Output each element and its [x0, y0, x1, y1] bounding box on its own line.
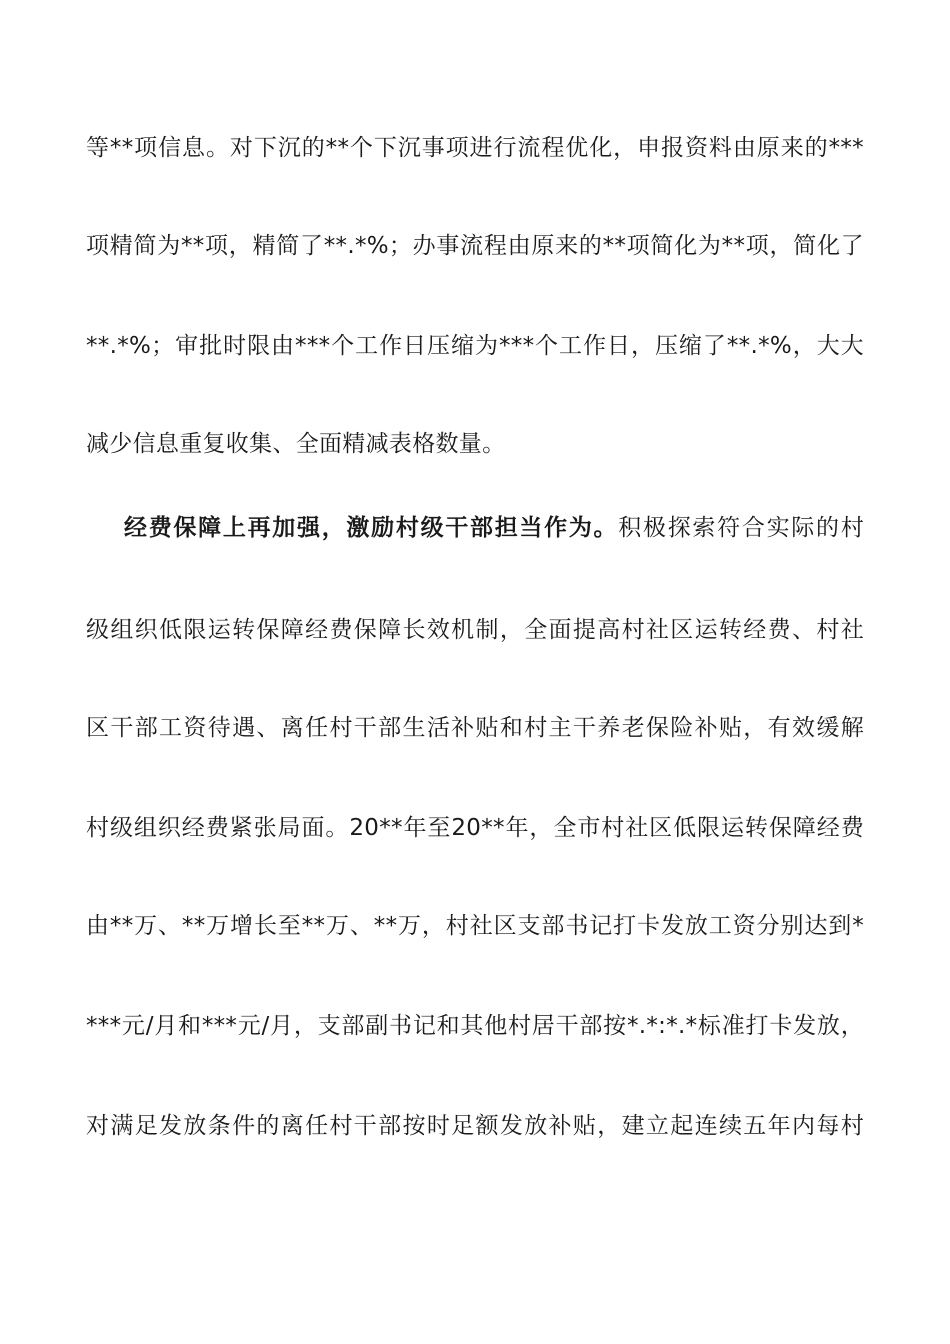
paragraph-2-line-2: 级组织低限运转保障经费保障长效机制，全面提高村社区运转经费、村社 — [86, 617, 864, 643]
paragraph-2-line-7: 对满足发放条件的离任村干部按时足额发放补贴，建立起连续五年内每村 — [86, 1113, 864, 1139]
paragraph-1-line-1: 等**项信息。对下沉的**个下沉事项进行流程优化，申报资料由原来的*** — [86, 135, 864, 161]
paragraph-2-line-3: 区干部工资待遇、离任村干部生活补贴和村主干养老保险补贴，有效缓解 — [86, 715, 864, 741]
paragraph-2-line-6: ***元/月和***元/月，支部副书记和其他村居干部按*.*:*.*标准打卡发放， — [86, 1013, 864, 1039]
paragraph-2-line-5: 由**万、**万增长至**万、**万，村社区支部书记打卡发放工资分别达到* — [86, 913, 864, 939]
paragraph-2-line-1 — [124, 512, 864, 544]
paragraph-2-line-4: 村级组织经费紧张局面。20**年至20**年，全市村社区低限运转保障经费 — [86, 815, 864, 841]
paragraph-2-heading: 经费保障上再加强，激励村级干部担当作为。 — [124, 515, 619, 541]
paragraph-1-line-4: 减少信息重复收集、全面精减表格数量。 — [86, 431, 506, 457]
paragraph-1-line-2: 项精简为**项，精简了**.*%；办事流程由原来的**项简化为**项，简化了 — [86, 233, 864, 259]
paragraph-2-line-1-text: 积极探索符合实际的村 — [618, 515, 864, 541]
paragraph-1-line-3: **.*%；审批时限由***个工作日压缩为***个工作日，压缩了**.*%，大大 — [86, 333, 864, 359]
